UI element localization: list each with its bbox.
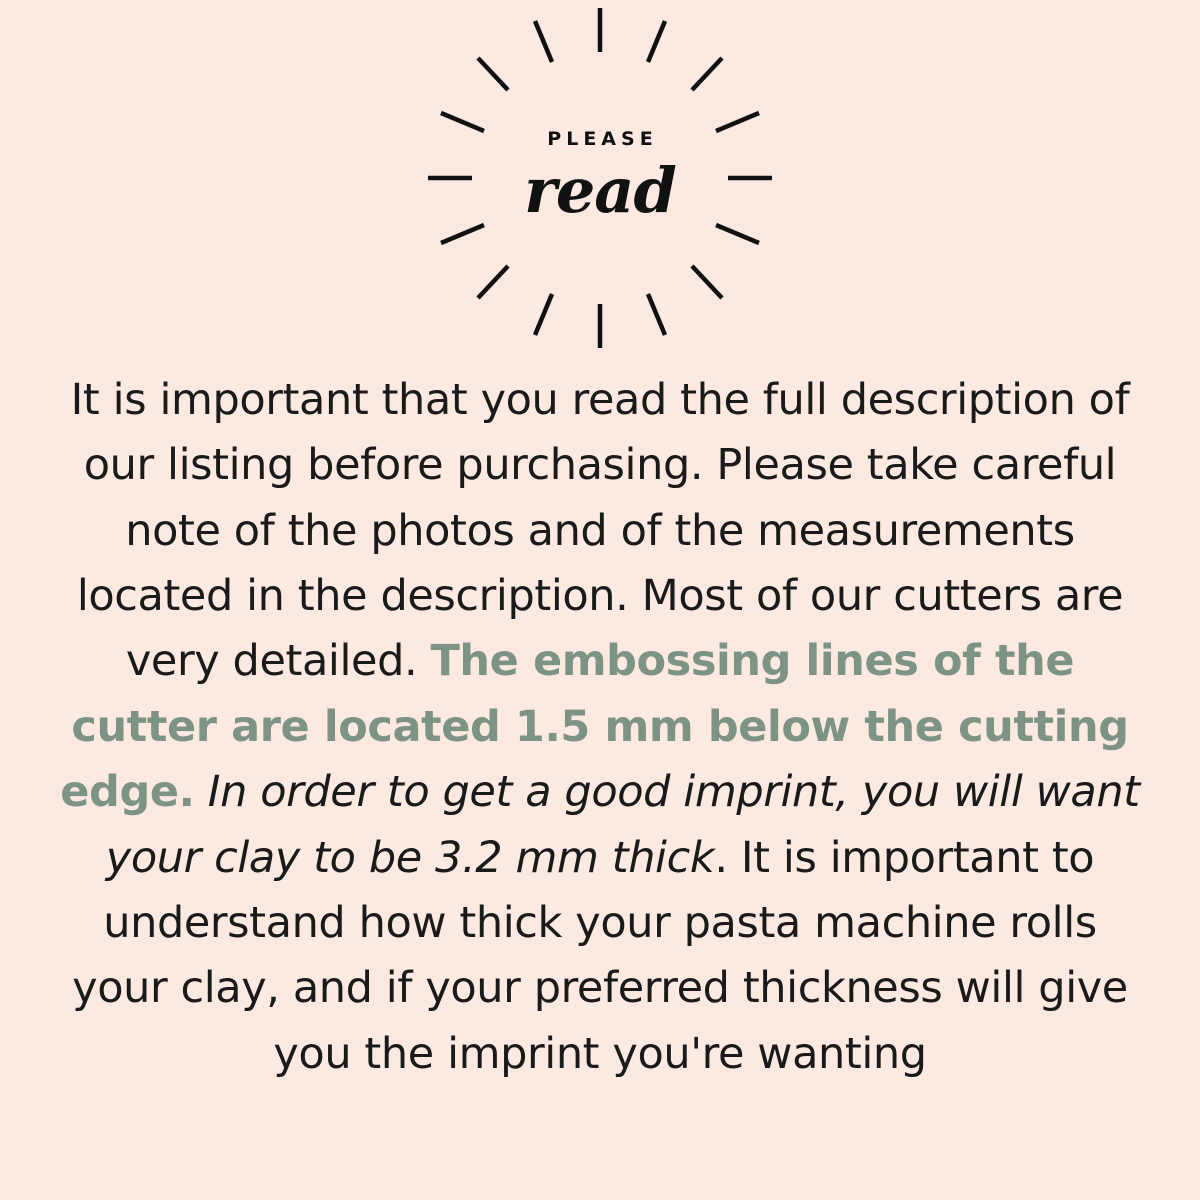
badge-headline: read (524, 154, 676, 227)
body-segment-highlight: The embossing lines of the cutter are located 1.5 mm below the cutting edge. (60, 636, 1129, 818)
badge-kicker: PLEASE (547, 128, 658, 150)
body-paragraph (60, 368, 1140, 1087)
badge-text-group (400, 0, 800, 350)
sunburst-badge (400, 0, 800, 350)
body-segment-1: It is important that you read the full description of our listing before purchasing. Please take careful note of the photos and of the measurements located in the description. Most of our cutters are very detailed. (70, 375, 1130, 687)
body-segment-italic: In order to get a good imprint, you will want your clay to be 3.2 mm thick (105, 767, 1140, 883)
body-segment-4: . It is important to understand how thick your pasta machine rolls your clay, and if your preferred thickness will give you the imprint you're wanting (72, 832, 1128, 1079)
